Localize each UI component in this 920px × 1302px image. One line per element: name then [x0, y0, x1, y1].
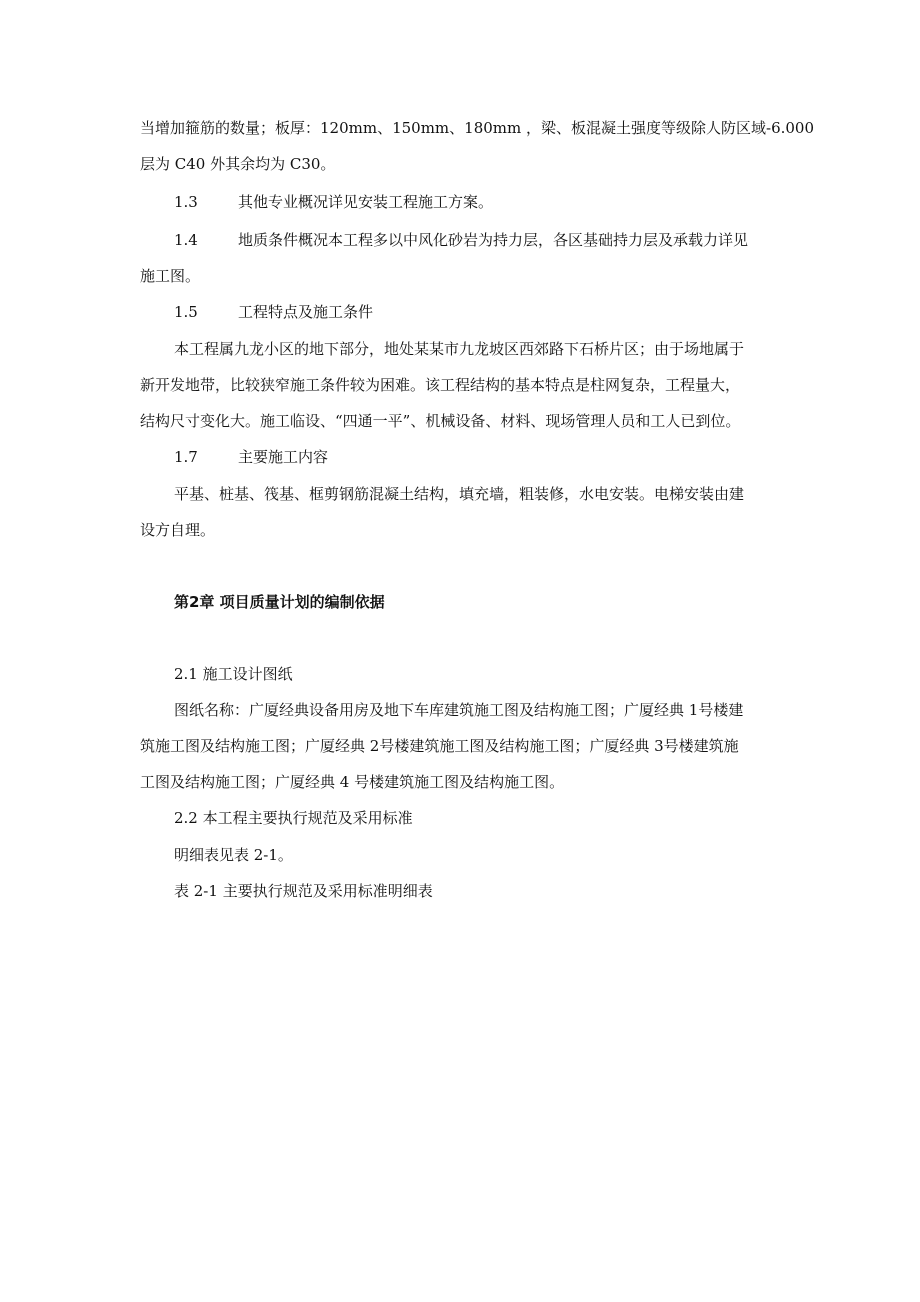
section-1-3	[174, 192, 493, 212]
section-1-4	[174, 230, 748, 250]
section-1-7	[174, 447, 328, 467]
section-2-1-heading: 2.1 施工设计图纸	[174, 665, 293, 683]
paragraph-line: 新开发地带，比较狭窄施工条件较为困难。该工程结构的基本特点是柱网复杂，工程量大，	[140, 376, 741, 394]
section-2-2-heading: 2.2 本工程主要执行规范及采用标准	[174, 809, 413, 827]
paragraph-line: 工图及结构施工图；广厦经典 4 号楼建筑施工图及结构施工图。	[140, 773, 565, 791]
section-number: 1.7	[174, 448, 198, 466]
section-number: 1.5	[174, 303, 198, 321]
section-number: 1.4	[174, 231, 198, 249]
continuation-line-1: 当增加箍筋的数量；板厚：120mm、150mm、180mm ，梁、板混凝土强度等级除人防区域-6.000	[140, 119, 815, 137]
paragraph-line: 图纸名称：广厦经典设备用房及地下车库建筑施工图及结构施工图；广厦经典 1号楼建	[174, 701, 744, 719]
continuation-line-2: 层为 C40 外其余均为 C30。	[140, 155, 336, 173]
paragraph-line: 结构尺寸变化大。施工临设、“四通一平”、机械设备、材料、现场管理人员和工人已到位。	[140, 412, 741, 430]
paragraph-line: 筑施工图及结构施工图；广厦经典 2号楼建筑施工图及结构施工图；广厦经典 3号楼建筑施	[140, 737, 739, 755]
section-text: 其他专业概况详见安装工程施工方案。	[238, 193, 494, 211]
note-line: 明细表见表 2-1。	[174, 846, 293, 864]
chapter-2-title: 第2章 项目质量计划的编制依据	[174, 593, 385, 611]
paragraph-line: 平基、桩基、筏基、框剪钢筋混凝土结构，填充墙，粗装修，水电安装。电梯安装由建	[174, 485, 745, 503]
table-caption: 表 2-1 主要执行规范及采用标准明细表	[174, 882, 433, 900]
section-title: 主要施工内容	[238, 448, 329, 466]
section-1-5	[174, 302, 373, 322]
section-1-4-line-2: 施工图。	[140, 267, 201, 285]
paragraph-line: 设方自理。	[140, 521, 216, 539]
section-number: 1.3	[174, 193, 198, 211]
section-title: 工程特点及施工条件	[238, 303, 374, 321]
section-text: 地质条件概况本工程多以中风化砂岩为持力层，各区基础持力层及承载力详见	[238, 231, 749, 249]
paragraph-line: 本工程属九龙小区的地下部分，地处某某市九龙坡区西郊路下石桥片区；由于场地属于	[174, 340, 745, 358]
